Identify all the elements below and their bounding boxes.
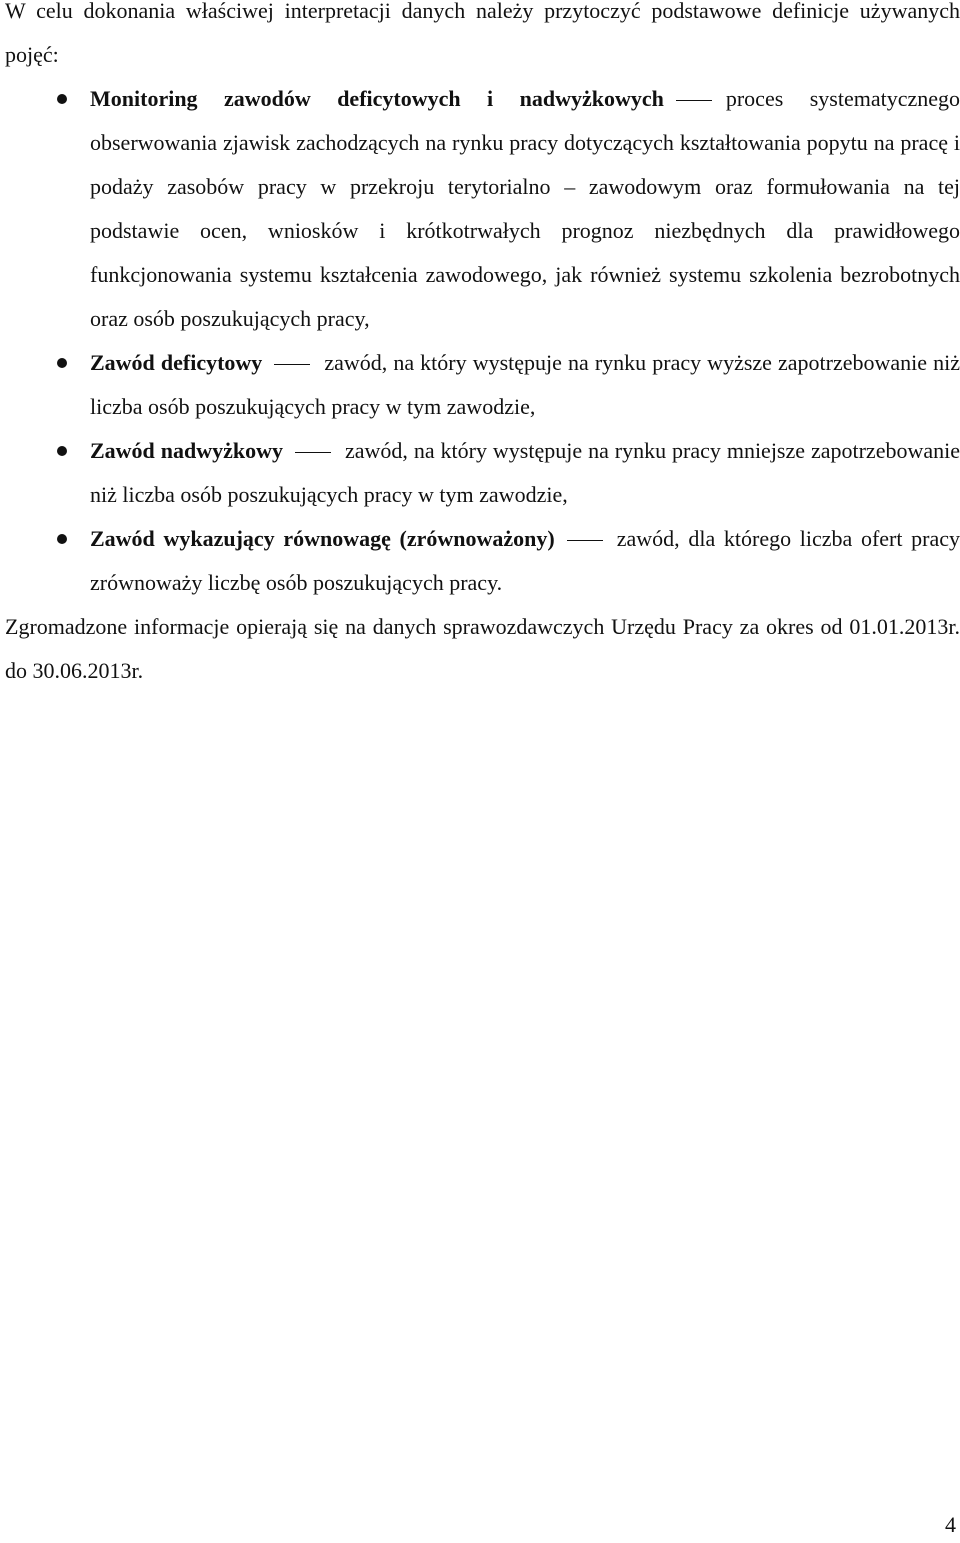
definition-text: proces systematycznego obserwowania zjawisk zachodzących na rynku pracy dotyczących kształtowania popytu na pracę i podaży zasobów pracy w przekroju terytorialno – zawodowym oraz formułowania na tej podstawie ocen, wniosków i krótkotrwałych prognoz niezbędnych dla prawidłowego funkcjonowania systemu kształcenia zawodowego, jak również systemu szkolenia bezrobotnych oraz osób poszukujących pracy, [90,86,960,331]
dash-separator [567,540,603,541]
definitions-list [5,77,960,605]
dash-separator [295,452,331,453]
bullet-icon [57,446,67,456]
definition-item [90,341,960,429]
dash-separator [274,364,310,365]
definition-text: zawód, na który występuje na rynku pracy mniejsze zapotrzebowanie niż liczba osób poszukujących pracy w tym zawodzie, [90,438,960,507]
definition-text: zawód, na który występuje na rynku pracy wyższe zapotrzebowanie niż liczba osób poszukujących pracy w tym zawodzie, [90,350,960,419]
definition-term: Zawód nadwyżkowy [90,438,283,463]
intro-paragraph: W celu dokonania właściwej interpretacji danych należy przytoczyć podstawowe definicje używanych pojęć: [5,0,960,67]
definition-term: Zawód wykazujący równowagę (zrównoważony) [90,526,555,551]
document-page [5,0,960,693]
dash-separator [676,100,712,101]
closing-paragraph: Zgromadzone informacje opierają się na danych sprawozdawczych Urzędu Pracy za okres od 01.01.2013r. do 30.06.2013r. [5,614,960,683]
definition-item [90,429,960,517]
bullet-icon [57,94,67,104]
definition-term: Monitoring zawodów deficytowych i nadwyżkowych [90,86,664,111]
bullet-icon [57,534,67,544]
definition-item [90,77,960,341]
definition-text: zawód, dla którego liczba ofert pracy zrównoważy liczbę osób poszukujących pracy. [90,526,960,595]
definition-term: Zawód deficytowy [90,350,263,375]
page-number: 4 [945,1512,956,1537]
bullet-icon [57,358,67,368]
definition-item [90,517,960,605]
